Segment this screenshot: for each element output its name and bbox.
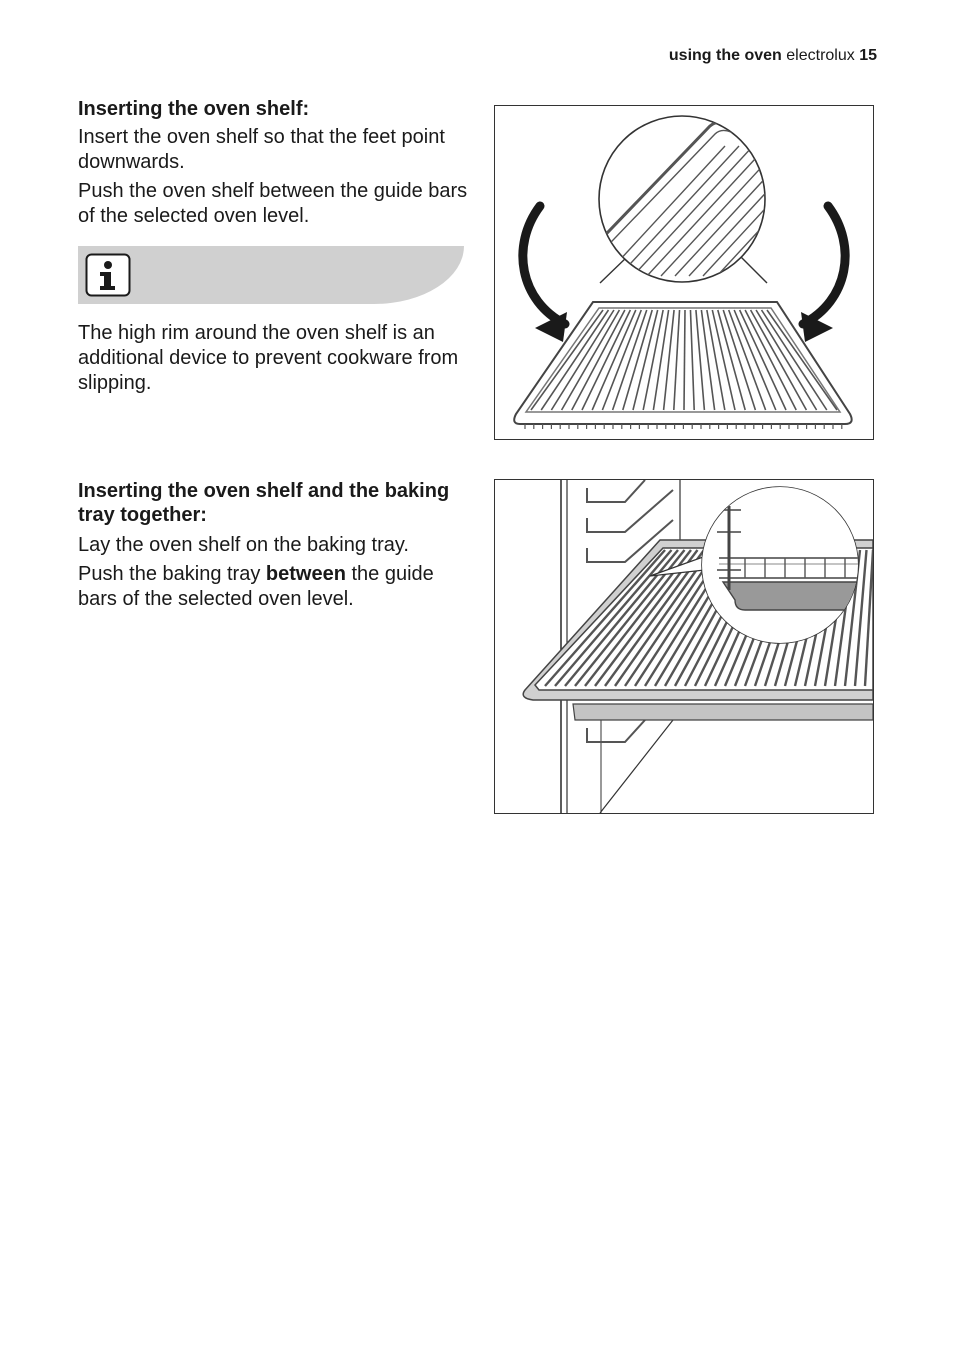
rack-bar xyxy=(759,146,873,276)
section-paragraph xyxy=(78,562,468,612)
oven-shelf-insertion-illustration xyxy=(495,106,873,439)
figure-shelf-and-tray xyxy=(494,479,874,814)
figure-oven-shelf xyxy=(494,105,874,440)
section-shelf-and-tray xyxy=(78,479,468,612)
header-page-number: 15 xyxy=(859,47,877,64)
paragraph-text: the guide bars of the selected oven level. xyxy=(78,563,434,610)
page-header xyxy=(669,47,877,65)
rack-bar xyxy=(684,310,685,410)
header-brand: electrolux xyxy=(786,47,855,64)
shelf-and-tray-insertion-illustration xyxy=(495,480,873,813)
rack-bar xyxy=(773,146,873,276)
paragraph-text: Push the baking tray xyxy=(78,563,266,585)
section-heading: Inserting the oven shelf: xyxy=(78,98,310,120)
header-section-title: using the oven xyxy=(668,47,782,64)
section-paragraph: Lay the oven shelf on the baking tray. xyxy=(78,534,409,556)
paragraph-emphasis: between xyxy=(265,563,346,585)
info-icon xyxy=(85,253,131,297)
section-inserting-shelf xyxy=(78,97,468,229)
info-note xyxy=(78,321,468,396)
section-paragraph: Insert the oven shelf so that the feet point downwards. xyxy=(78,126,445,173)
section-paragraph: Push the oven shelf between the guide bars of the selected oven level. xyxy=(78,180,468,227)
section-heading: Inserting the oven shelf and the baking tray together: xyxy=(78,480,450,526)
info-note-text: The high rim around the oven shelf is an additional device to prevent cookware from slipping. xyxy=(78,322,459,394)
info-note-bar xyxy=(78,246,464,304)
